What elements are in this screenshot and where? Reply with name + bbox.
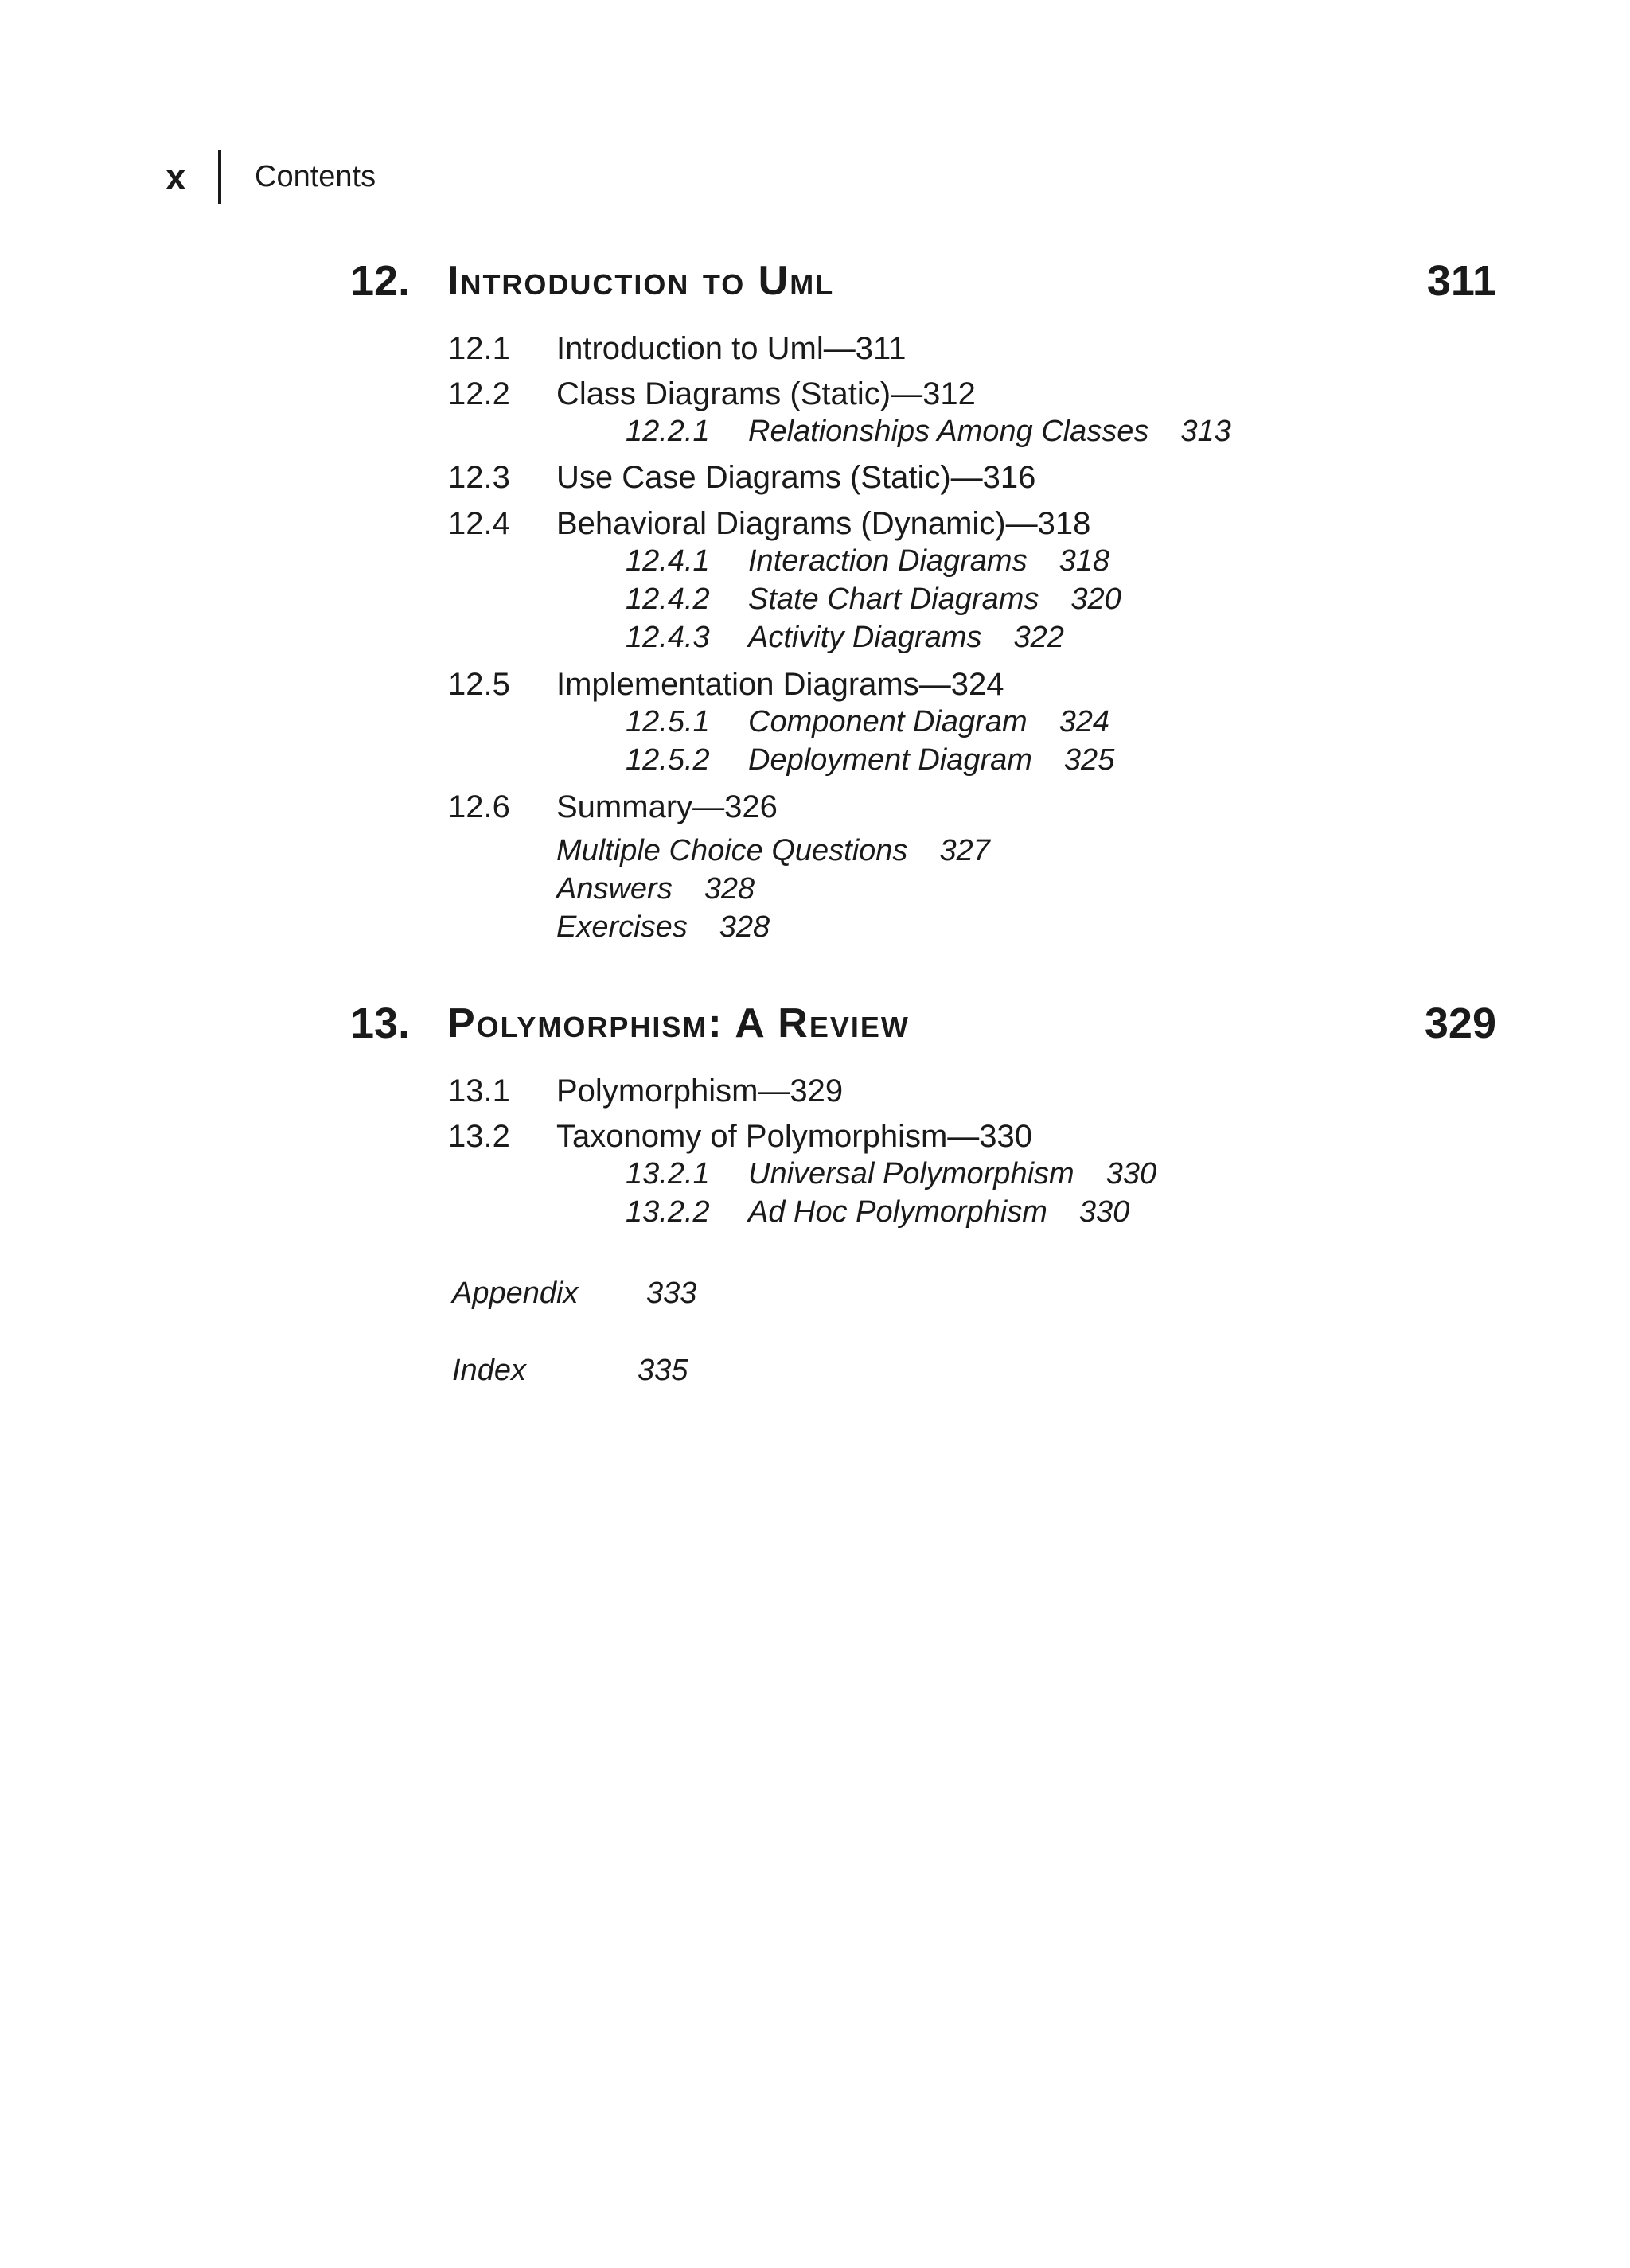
header-divider xyxy=(218,150,221,204)
subsection-page-number: 318 xyxy=(1059,544,1109,578)
section-title: Implementation Diagrams—324 xyxy=(556,667,1004,702)
section-title: Introduction to Uml—311 xyxy=(556,331,907,366)
backmatter-title: Index xyxy=(452,1354,526,1387)
section-title: Polymorphism—329 xyxy=(556,1074,844,1109)
toc-endmatter-entry[interactable] xyxy=(556,832,990,870)
section-title: Class Diagrams (Static)—312 xyxy=(556,376,976,411)
subsection-number: 13.2.2 xyxy=(626,1195,710,1229)
endmatter-page-number: 328 xyxy=(704,872,755,906)
backmatter-title: Appendix xyxy=(452,1276,579,1310)
subsection-number: 12.4.1 xyxy=(626,544,710,578)
subsection-title: Component Diagram xyxy=(748,705,1028,738)
subsection-page-number: 322 xyxy=(1013,621,1064,654)
subsection-number: 12.4.3 xyxy=(626,621,710,654)
endmatter-page-number: 327 xyxy=(939,834,990,867)
endmatter-title: Multiple Choice Questions xyxy=(556,834,908,867)
backmatter-page-number: 333 xyxy=(646,1276,697,1310)
subsection-number: 12.2.1 xyxy=(626,415,710,448)
section-title: Taxonomy of Polymorphism—330 xyxy=(556,1119,1033,1154)
chapter-title: Polymorphism: A Review xyxy=(447,1000,910,1046)
endmatter-page-number: 328 xyxy=(719,910,770,944)
subsection-title: Relationships Among Classes xyxy=(748,415,1149,448)
section-title: Behavioral Diagrams (Dynamic)—318 xyxy=(556,506,1091,541)
subsection-page-number: 325 xyxy=(1063,743,1115,777)
section-number: 12.2 xyxy=(448,376,510,411)
page-folio: x xyxy=(166,156,186,197)
running-head: Contents xyxy=(255,160,376,193)
section-number: 12.4 xyxy=(448,506,510,541)
subsection-page-number: 320 xyxy=(1070,583,1121,616)
chapter-heading[interactable] xyxy=(350,996,1496,1051)
subsection-number: 13.2.1 xyxy=(626,1157,710,1191)
chapter-heading[interactable] xyxy=(350,253,1496,309)
toc-endmatter-entry[interactable] xyxy=(556,908,770,946)
chapter-number: 12. xyxy=(350,257,411,305)
subsection-title: Deployment Diagram xyxy=(748,743,1032,777)
subsection-title: Interaction Diagrams xyxy=(748,544,1028,578)
subsection-page-number: 330 xyxy=(1078,1195,1130,1229)
section-number: 13.1 xyxy=(448,1074,510,1109)
section-title: Use Case Diagrams (Static)—316 xyxy=(556,460,1036,495)
backmatter-page-number: 335 xyxy=(638,1354,688,1387)
section-number: 12.3 xyxy=(448,460,510,495)
section-number: 12.6 xyxy=(448,789,510,824)
subsection-page-number: 324 xyxy=(1059,705,1110,738)
section-number: 13.2 xyxy=(448,1119,510,1154)
endmatter-title: Exercises xyxy=(556,910,688,944)
chapter-title: Introduction to Uml xyxy=(447,258,835,304)
chapter-page-number: 311 xyxy=(1426,257,1496,305)
subsection-title: Universal Polymorphism xyxy=(748,1157,1074,1191)
subsection-number: 12.5.1 xyxy=(626,705,710,738)
toc-endmatter-entry[interactable] xyxy=(556,870,755,908)
subsection-title: Activity Diagrams xyxy=(748,621,982,654)
section-number: 12.1 xyxy=(448,331,510,366)
subsection-page-number: 330 xyxy=(1106,1157,1157,1191)
endmatter-title: Answers xyxy=(556,872,673,906)
subsection-number: 12.5.2 xyxy=(626,743,710,777)
subsection-number: 12.4.2 xyxy=(626,583,710,616)
subsection-title: Ad Hoc Polymorphism xyxy=(748,1195,1047,1229)
chapter-page-number: 329 xyxy=(1424,1000,1496,1047)
section-title: Summary—326 xyxy=(556,789,778,824)
chapter-number: 13. xyxy=(350,1000,411,1047)
subsection-title: State Chart Diagrams xyxy=(748,583,1039,616)
section-number: 12.5 xyxy=(448,667,510,702)
subsection-page-number: 313 xyxy=(1180,415,1231,448)
